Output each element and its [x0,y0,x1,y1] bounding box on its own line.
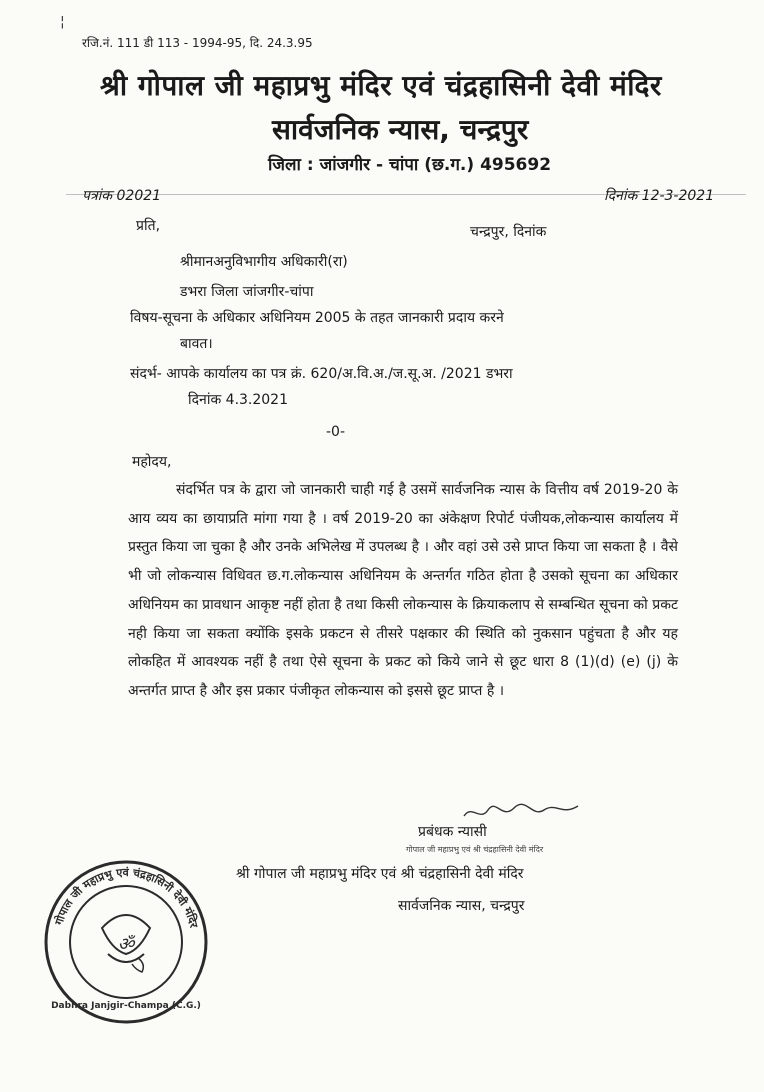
prati-label: प्रति, [136,218,161,234]
svg-text:Dabhra Janjgir-Champa (C.G.): Dabhra Janjgir-Champa (C.G.) [51,1001,201,1011]
signatory-title: प्रबंधक न्यासी [418,824,487,840]
letterhead-title: श्री गोपाल जी महाप्रभु मंदिर एवं चंद्रहासिनी देवी मंदिर [100,69,662,102]
recipient: श्रीमानअनुविभागीय अधिकारी(रा) [180,254,348,270]
body-text: संदर्भित पत्र के द्वारा जो जानकारी चाही गई है उसमें सार्वजनिक न्यास के वित्तीय वर्ष 2019-20 के आय व्यय का छायाप्रति मांगा गया है । वर्ष 2019-20 का अंकेक्षण रिपोर्ट पंजीयक,लोकन्यास कार्यालय में प्रस्तुत किया जा चुका है और उनके अभिलेख में उपलब्ध है । और वहां उसे उसे प्राप्त किया जा सकता है । वैसे भी जो लोकन्यास विधिवत छ.ग.लोकन्यास अधिनियम के अन्तर्गत गठित होता है उसको सूचना का अधिकार अधिनियम का प्रावधान आकृष्ट नहीं होता है तथा किसी लोकन्यास के क्रियाकलाप से सम्बन्धित सूचना को प्रकट नही किया जा सकता क्योंकि इसके प्रकटन से तीसरे पक्षकार की स्थिति को नुकसान पहुंचता है और यह लोकहित में आवश्यक नहीं है तथा ऐसे सूचना के प्रकट को किये जाने से छूट धारा 8 (1)(d) (e) (j) के अन्तर्गत प्राप्त है और इस प्रकार पंजीकृत लोकन्यास को इससे छूट प्राप्त है । [128,482,678,699]
seal-icon [42,858,210,1026]
reference-number: पत्रांक 02021 [82,188,162,204]
salutation: महोदय, [132,454,172,470]
svg-text:गोपाल जी महाप्रभु एवं चंद्रहास: गोपाल जी महाप्रभु एवं चंद्रहासिनी देवी मंदिर [52,865,201,930]
signature-icon [462,802,582,824]
organization-place: सार्वजनिक न्यास, चन्द्रपुर [398,898,525,914]
body-paragraph [128,476,678,706]
signatory-stamp-text: गोपाल जी महाप्रभु एवं श्री चंद्रहासिनी देवी मंदिर [406,845,544,854]
svg-text:ॐ: ॐ [117,934,135,955]
reference-date: दिनांक 4.3.2021 [188,392,289,408]
subject-line: विषय-सूचना के अधिकार अधिनियम 2005 के तहत जानकारी प्रदाय करने [130,310,504,326]
mark-icon: ¦ [60,14,65,30]
divider-mark: -0- [326,424,346,440]
reference-line: संदर्भ- आपके कार्यालय का पत्र क्रं. 620/अ.वि.अ./ज.सू.अ. /2021 डभरा [130,366,513,382]
place-date: चन्द्रपुर, दिनांक [470,224,547,240]
subject-line-2: बावत। [180,336,213,352]
official-seal [42,858,210,1026]
organization-name: श्री गोपाल जी महाप्रभु मंदिर एवं श्री चंद्रहासिनी देवी मंदिर [236,866,524,882]
letterhead-subtitle: सार्वजनिक न्यास, चन्द्रपुर [272,113,529,146]
registration-number: रजि.नं. 111 डी 113 - 1994-95, दि. 24.3.95 [82,36,313,50]
recipient-place: डभरा जिला जांजगीर-चांपा [180,284,314,300]
letterhead-district: जिला : जांजगीर - चांपा (छ.ग.) 495692 [268,155,552,175]
letter-date: दिनांक 12-3-2021 [604,188,715,204]
